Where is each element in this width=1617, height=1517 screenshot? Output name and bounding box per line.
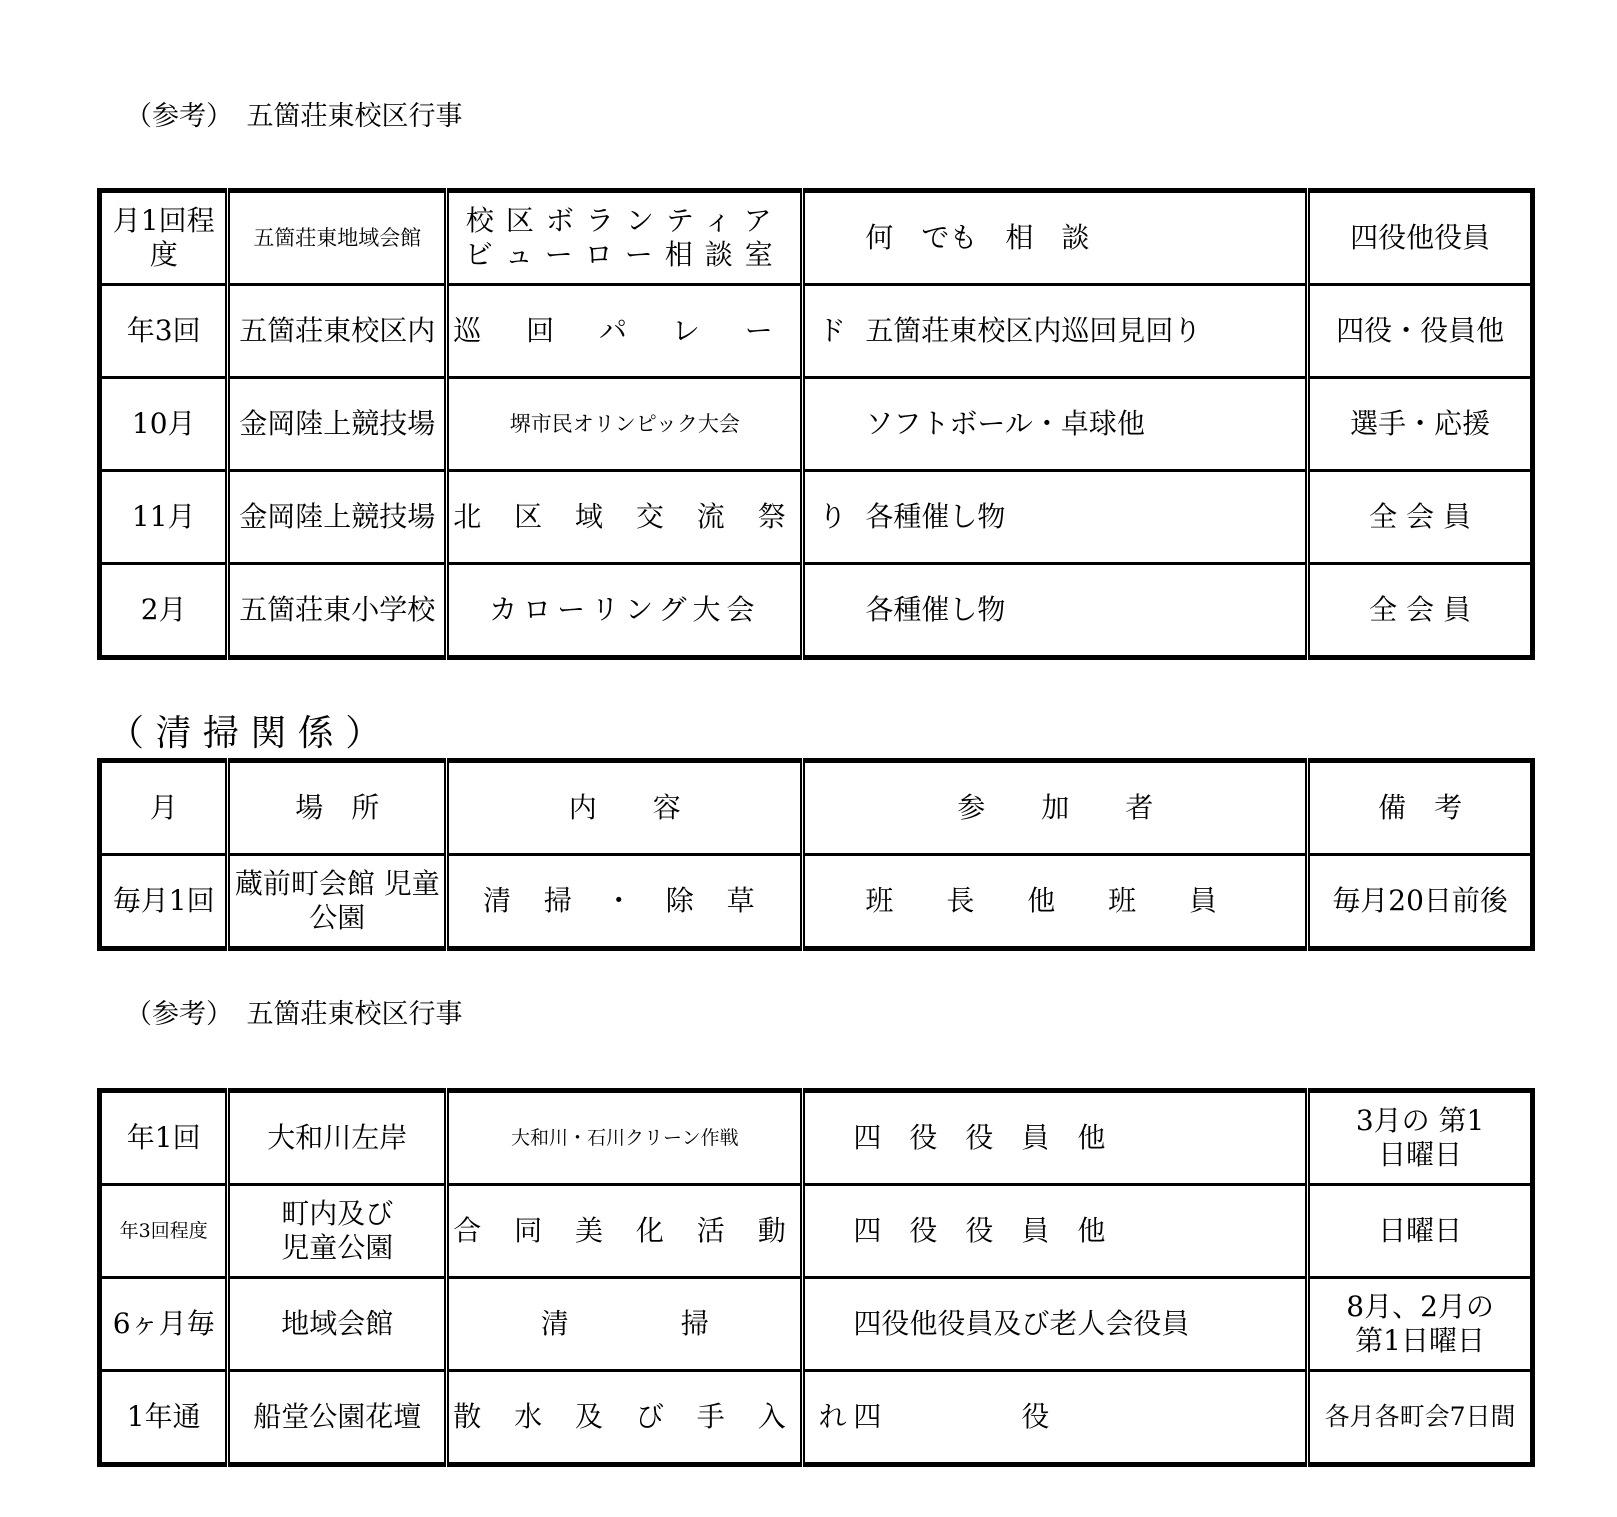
table-cell: 大和川・石川クリーン作戦	[447, 1091, 803, 1185]
column-header: 場 所	[228, 761, 447, 855]
table-cell: 北 区 域 交 流 祭 り	[447, 471, 803, 564]
table-cell: 蔵前町会館 児童公園	[228, 855, 447, 949]
table-cell: 11月	[100, 471, 228, 564]
table-cell: 1年通	[100, 1371, 228, 1465]
table-cell: 年3回程度	[100, 1185, 228, 1278]
table-cell: 全 会 員	[1308, 564, 1533, 658]
table-cell: 五箇荘東校区内巡回見回り	[803, 285, 1308, 378]
events-table	[97, 188, 1535, 660]
table-cell: 四役他役員及び老人会役員	[803, 1278, 1308, 1371]
table-cell: 各種催し物	[803, 471, 1308, 564]
table-cell: 地域会館	[228, 1278, 447, 1371]
table-cell: 各月各町会7日間	[1308, 1371, 1533, 1465]
reference-note-top: （参考） 五箇荘東校区行事	[125, 101, 463, 132]
table-cell: 大和川左岸	[228, 1091, 447, 1185]
table-cell: 6ヶ月毎	[100, 1278, 228, 1371]
table-cell: 四役・役員他	[1308, 285, 1533, 378]
table-cell: 清 掃 ・ 除 草	[447, 855, 803, 949]
column-header: 備 考	[1308, 761, 1533, 855]
table-row	[100, 1185, 1533, 1278]
table-cell: 金岡陸上競技場	[228, 378, 447, 471]
table-row	[100, 855, 1533, 949]
table-cell: 2月	[100, 564, 228, 658]
table-row	[100, 1278, 1533, 1371]
table-row	[100, 1091, 1533, 1185]
table-cell: 各種催し物	[803, 564, 1308, 658]
cleaning-events-table	[97, 1088, 1535, 1467]
column-header: 内 容	[447, 761, 803, 855]
table-cell: 四 役 役 員 他	[803, 1185, 1308, 1278]
table-cell: 選手・応援	[1308, 378, 1533, 471]
table-cell: 毎月1回	[100, 855, 228, 949]
table-cell: 全 会 員	[1308, 471, 1533, 564]
table-cell: 五箇荘東地域会館	[228, 191, 447, 285]
table-cell: 堺市民オリンピック大会	[447, 378, 803, 471]
cleaning-table	[97, 758, 1535, 951]
table-cell: 年1回	[100, 1091, 228, 1185]
cleaning-section-heading: （ 清 掃 関 係 ）	[108, 713, 382, 754]
table-row	[100, 564, 1533, 658]
table-row	[100, 471, 1533, 564]
column-header: 参 加 者	[803, 761, 1308, 855]
table-cell: 毎月20日前後	[1308, 855, 1533, 949]
table-row	[100, 191, 1533, 285]
table-cell: 日曜日	[1308, 1185, 1533, 1278]
table-cell: 年3回	[100, 285, 228, 378]
table-cell: 清 掃	[447, 1278, 803, 1371]
table-cell: 散 水 及 び 手 入 れ	[447, 1371, 803, 1465]
table-cell: 何 でも 相 談	[803, 191, 1308, 285]
table-cell: ソフトボール・卓球他	[803, 378, 1308, 471]
table-row	[100, 1371, 1533, 1465]
table-row	[100, 378, 1533, 471]
column-header: 月	[100, 761, 228, 855]
table-cell: 四役他役員	[1308, 191, 1533, 285]
table-cell: 五箇荘東校区内	[228, 285, 447, 378]
table-cell: 金岡陸上競技場	[228, 471, 447, 564]
table-cell: 船堂公園花壇	[228, 1371, 447, 1465]
table-cell: 月1回程度	[100, 191, 228, 285]
table-cell: 巡 回 パ レ ー ド	[447, 285, 803, 378]
reference-note-bottom: （参考） 五箇荘東校区行事	[125, 999, 463, 1030]
table-cell: 8月、2月の 第1日曜日	[1308, 1278, 1533, 1371]
table-cell: 班 長 他 班 員	[803, 855, 1308, 949]
table-row	[100, 285, 1533, 378]
table-cell: 合 同 美 化 活 動	[447, 1185, 803, 1278]
table-cell: 校区ボランティアビューロー相談室	[447, 191, 803, 285]
table-cell: 10月	[100, 378, 228, 471]
table-cell: 四 役 役 員 他	[803, 1091, 1308, 1185]
table-cell: 五箇荘東小学校	[228, 564, 447, 658]
table-cell: 四 役	[803, 1371, 1308, 1465]
table-cell: 3月の 第1日曜日	[1308, 1091, 1533, 1185]
table-cell: 町内及び 児童公園	[228, 1185, 447, 1278]
table-cell: カローリング大会	[447, 564, 803, 658]
table-header-row	[100, 761, 1533, 855]
